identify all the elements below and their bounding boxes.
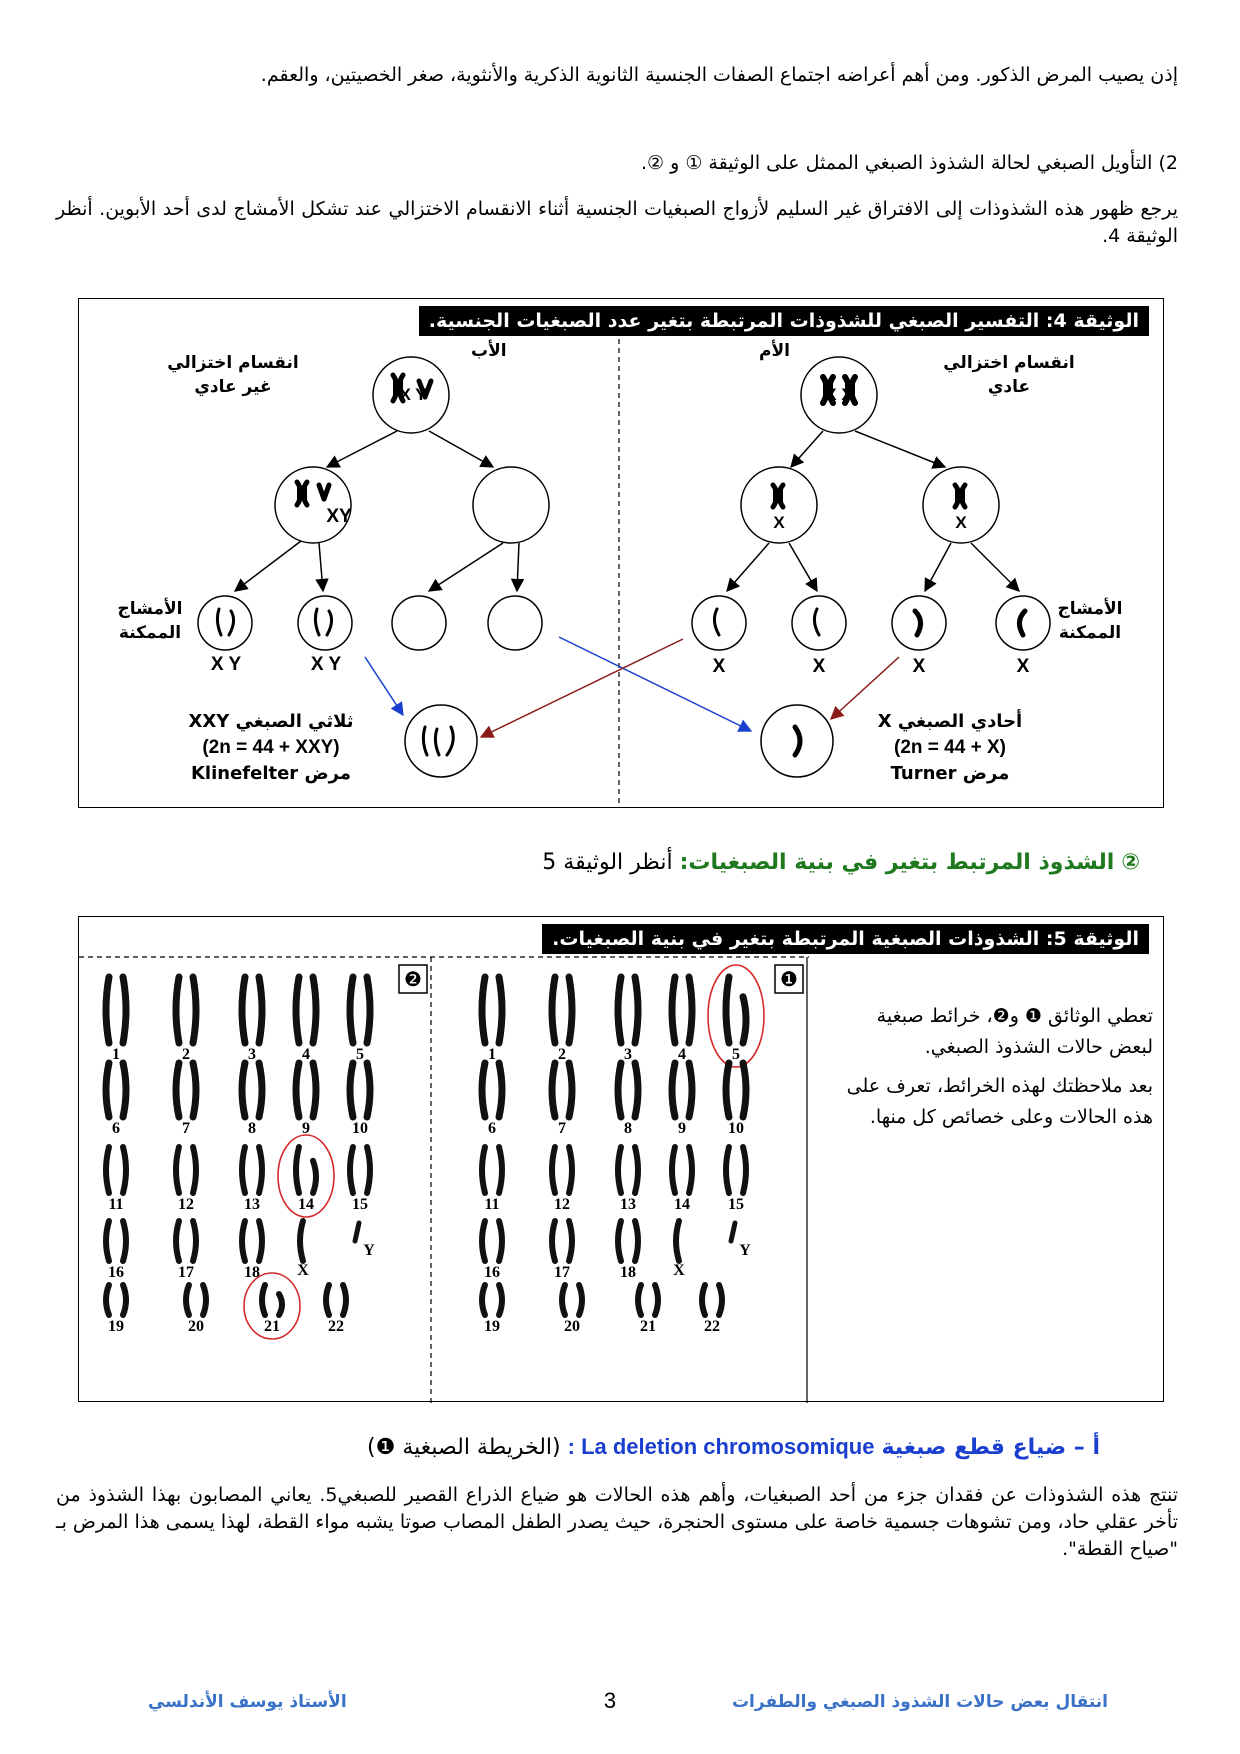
map1-chromosome-8 (618, 1063, 638, 1117)
map1-chromosome-16 (482, 1221, 502, 1261)
zygote-xxy (405, 705, 477, 777)
abnormal-meiosis-label: انقسام اختزالي غير عادي (167, 353, 299, 397)
map1-number-21: 21 (640, 1318, 656, 1335)
deletion-paragraph: تنتج هذه الشذوذات عن فقدان جزء من أحد الصبغيات، وأهم هذه الحالات هو ضياع الذراع القصير للصبغي5. يعاني المصابون بهذا الشذوذ من تأخر عقلي حاد، ومن تشوهات جسمية خاصة على مستوى الحنجرة، حيث يصدر الطفل المصاب صوتا يشبه مواء القطة، لهذا يسمى هذا المرض بـ "صياح القطة". (56, 1484, 1178, 1560)
map1-chromosome-6 (482, 1063, 502, 1117)
structural-anomaly-heading (542, 848, 1140, 878)
map2-number-x: X (297, 1262, 309, 1279)
map1-number-15: 15 (728, 1196, 744, 1213)
explanation-paragraph: يرجع ظهور هذه الشذوذات إلى الافتراق غير السليم لأزواج الصبغيات الجنسية أثناء الانقسام الاختزالي عند تشكل الأمشاج لدى أحد الأبوين. أنظر الوثيقة 4. (56, 198, 1178, 247)
map2-chromosome-14 (296, 1147, 316, 1193)
karyotype-map-1 (482, 965, 764, 1335)
turner-label: أحادي الصبغي X (2n = 44 + X) مرض Turner (877, 711, 1023, 784)
mother-cell-left-x-label: X (773, 513, 785, 532)
deletion-heading (367, 1432, 1100, 1463)
map1-chromosome-5 (726, 977, 746, 1043)
map1-number-11: 11 (484, 1196, 500, 1213)
map1-chromosome-y (731, 1223, 735, 1241)
footer-course-title: انتقال بعض حالات الشذوذ الصبغي والطفرات (731, 1692, 1108, 1712)
map2-number-7: 7 (182, 1120, 190, 1137)
document-5-figure (78, 916, 1164, 1402)
map1-number-17: 17 (554, 1264, 570, 1281)
map1-number-6: 6 (488, 1120, 496, 1137)
map1-chromosome-17 (552, 1221, 572, 1261)
map1-chromosome-18 (618, 1221, 638, 1261)
map1-number-13: 13 (620, 1196, 636, 1213)
map1-badge: ❶ (780, 967, 798, 991)
map2-chromosome-17 (176, 1221, 196, 1261)
map2-chromosome-3 (242, 977, 262, 1043)
map1-chromosome-7 (552, 1063, 572, 1117)
document-4-figure (78, 298, 1164, 808)
map1-number-y: Y (739, 1242, 751, 1259)
map1-chromosome-10 (726, 1063, 746, 1117)
map2-chromosome-13 (242, 1147, 262, 1193)
map2-number-18: 18 (244, 1264, 260, 1281)
document-5-text-1: تعطي الوثائق ❶ و❷، خرائط صبغية لبعض حالات الشذوذ الصبغي. (876, 1005, 1153, 1058)
section-reference: أنظر الوثيقة 5 (542, 850, 673, 875)
map1-number-4: 4 (678, 1046, 686, 1063)
map1-number-5: 5 (732, 1046, 740, 1063)
mother-gamete-3-label: X (912, 656, 926, 677)
father-cell-xy-label: XY (326, 506, 352, 527)
document-5-description (843, 1001, 1153, 1141)
map2-chromosome-10 (350, 1063, 370, 1117)
map2-chromosome-20 (186, 1285, 206, 1315)
normal-meiosis-label: انقسام اختزالي عادي (943, 353, 1075, 397)
mother-cell-right-x-label: X (955, 513, 967, 532)
map2-number-12: 12 (178, 1196, 194, 1213)
map1-number-x: X (673, 1262, 685, 1279)
deletion-heading-prefix: أ – ضياع قطع صبغية (881, 1435, 1100, 1460)
map1-number-12: 12 (554, 1196, 570, 1213)
map2-chromosome-12 (176, 1147, 196, 1193)
page-number: 3 (603, 1688, 617, 1713)
map2-chromosome-y (355, 1223, 359, 1241)
map1-chromosome-12 (552, 1147, 572, 1193)
map2-chromosome-16 (106, 1221, 126, 1261)
map1-chromosome-14 (672, 1147, 692, 1193)
map2-chromosome-1 (106, 977, 126, 1043)
document-4-title: الوثيقة 4: التفسير الصبغي للشذوذات المرتبطة بتغير عدد الصبغيات الجنسية. (419, 306, 1149, 336)
map1-number-10: 10 (728, 1120, 744, 1137)
mother-parent-letters: X X (825, 385, 853, 404)
document-5-title: الوثيقة 5: الشذوذات الصبغية المرتبطة بتغير في بنية الصبغيات. (542, 924, 1149, 954)
father-gametes-label: الأمشاج الممكنة (117, 599, 183, 643)
map2-chromosome-7 (176, 1063, 196, 1117)
mother-gametes-label: الأمشاج الممكنة (1057, 599, 1123, 643)
document-5-text-2: بعد ملاحظتك لهذه الخرائط، تعرف على هذه الحالات وعلى خصائص كل منها. (846, 1075, 1153, 1128)
map2-number-21: 21 (264, 1318, 280, 1335)
map1-number-2: 2 (558, 1046, 566, 1063)
map2-number-11: 11 (108, 1196, 124, 1213)
map1-number-16: 16 (484, 1264, 500, 1281)
map1-chromosome-11 (482, 1147, 502, 1193)
zygote-x (761, 705, 833, 777)
map1-number-19: 19 (484, 1318, 500, 1335)
map2-number-9: 9 (302, 1120, 310, 1137)
map1-chromosome-15 (726, 1147, 746, 1193)
map2-chromosome-2 (176, 977, 196, 1043)
map2-number-17: 17 (178, 1264, 194, 1281)
father-gamete-1 (198, 596, 252, 650)
map2-number-3: 3 (248, 1046, 256, 1063)
map1-chromosome-22 (702, 1285, 722, 1315)
map2-number-5: 5 (356, 1046, 364, 1063)
map1-chromosome-9 (672, 1063, 692, 1117)
map1-number-7: 7 (558, 1120, 566, 1137)
mother-gamete-1-label: X (712, 656, 726, 677)
map1-number-3: 3 (624, 1046, 632, 1063)
mother-gamete-1 (692, 596, 746, 650)
map2-number-20: 20 (188, 1318, 204, 1335)
father-gamete-2-label: X Y (310, 654, 342, 675)
map1-chromosome-4 (672, 977, 692, 1043)
map1-chromosome-13 (618, 1147, 638, 1193)
map2-number-6: 6 (112, 1120, 120, 1137)
map1-number-18: 18 (620, 1264, 636, 1281)
map2-chromosome-21 (262, 1285, 282, 1315)
father-cell-empty (473, 467, 549, 543)
map1-chromosome-3 (618, 977, 638, 1043)
map1-number-1: 1 (488, 1046, 496, 1063)
deletion-heading-latin: : La deletion chromosomique (567, 1434, 875, 1459)
map2-number-y: Y (363, 1242, 375, 1259)
map1-number-8: 8 (624, 1120, 632, 1137)
footer-author: الأستاذ يوسف الأندلسي (148, 1692, 347, 1712)
arrow-empty-to-turner (559, 637, 751, 731)
father-label: الأب (471, 341, 507, 361)
map2-number-13: 13 (244, 1196, 260, 1213)
map1-number-22: 22 (704, 1318, 720, 1335)
question-2: 2) التأويل الصبغي لحالة الشذوذ الصبغي الممثل على الوثيقة ① و ②. (641, 152, 1178, 174)
section-marker: ② (1121, 850, 1140, 875)
map2-chromosome-11 (106, 1147, 126, 1193)
map2-chromosome-18 (242, 1221, 262, 1261)
arrow-xy-to-klinefelter (365, 657, 403, 715)
intro-paragraph: إذن يصيب المرض الذكور. ومن أهم أعراضه اجتماع الصفات الجنسية الثانوية الذكرية والأنثوية، صغر الخصيتين، والعقم. (260, 64, 1178, 86)
karyotype-maps (79, 917, 1165, 1403)
map1-chromosome-20 (562, 1285, 582, 1315)
map2-chromosome-19 (106, 1285, 126, 1315)
mother-label: الأم (759, 341, 790, 361)
map2-number-2: 2 (182, 1046, 190, 1063)
mother-gamete-4 (996, 596, 1050, 650)
map2-number-15: 15 (352, 1196, 368, 1213)
map2-number-10: 10 (352, 1120, 368, 1137)
father-gamete-3 (392, 596, 446, 650)
map2-number-16: 16 (108, 1264, 124, 1281)
karyotype-map-2 (106, 977, 375, 1339)
deletion-heading-suffix: (الخريطة الصبغية ❶) (367, 1435, 561, 1460)
map2-chromosome-5 (350, 977, 370, 1043)
map2-chromosome-9 (296, 1063, 316, 1117)
father-parent-letters: X Y (399, 385, 427, 404)
mother-gamete-4-label: X (1016, 656, 1030, 677)
map2-number-4: 4 (302, 1046, 310, 1063)
map1-chromosome-1 (482, 977, 502, 1043)
arrow-x-to-klinefelter (481, 639, 683, 737)
map1-chromosome-21 (638, 1285, 658, 1315)
map1-chromosome-2 (552, 977, 572, 1043)
map2-badge: ❷ (404, 967, 422, 991)
map2-chromosome-15 (350, 1147, 370, 1193)
map2-chromosome-6 (106, 1063, 126, 1117)
map2-number-14: 14 (298, 1196, 314, 1213)
father-gamete-4 (488, 596, 542, 650)
map2-number-1: 1 (112, 1046, 120, 1063)
mother-gamete-2-label: X (812, 656, 826, 677)
map1-number-14: 14 (674, 1196, 690, 1213)
map1-number-9: 9 (678, 1120, 686, 1137)
map2-number-22: 22 (328, 1318, 344, 1335)
map2-chromosome-x (300, 1221, 303, 1261)
map1-chromosome-x (676, 1221, 679, 1261)
map2-number-8: 8 (248, 1120, 256, 1137)
map1-chromosome-19 (482, 1285, 502, 1315)
father-gamete-1-label: X Y (210, 654, 242, 675)
section-title: الشذوذ المرتبط بتغير في بنية الصبغيات: (679, 850, 1115, 875)
map2-number-19: 19 (108, 1318, 124, 1335)
map2-chromosome-8 (242, 1063, 262, 1117)
map2-chromosome-4 (296, 977, 316, 1043)
father-gamete-2 (298, 596, 352, 650)
klinefelter-label: ثلاثي الصبغي XXY (2n = 44 + XXY) مرض Klinefelter (188, 711, 354, 784)
mother-gamete-2 (792, 596, 846, 650)
map2-chromosome-22 (326, 1285, 346, 1315)
map1-number-20: 20 (564, 1318, 580, 1335)
